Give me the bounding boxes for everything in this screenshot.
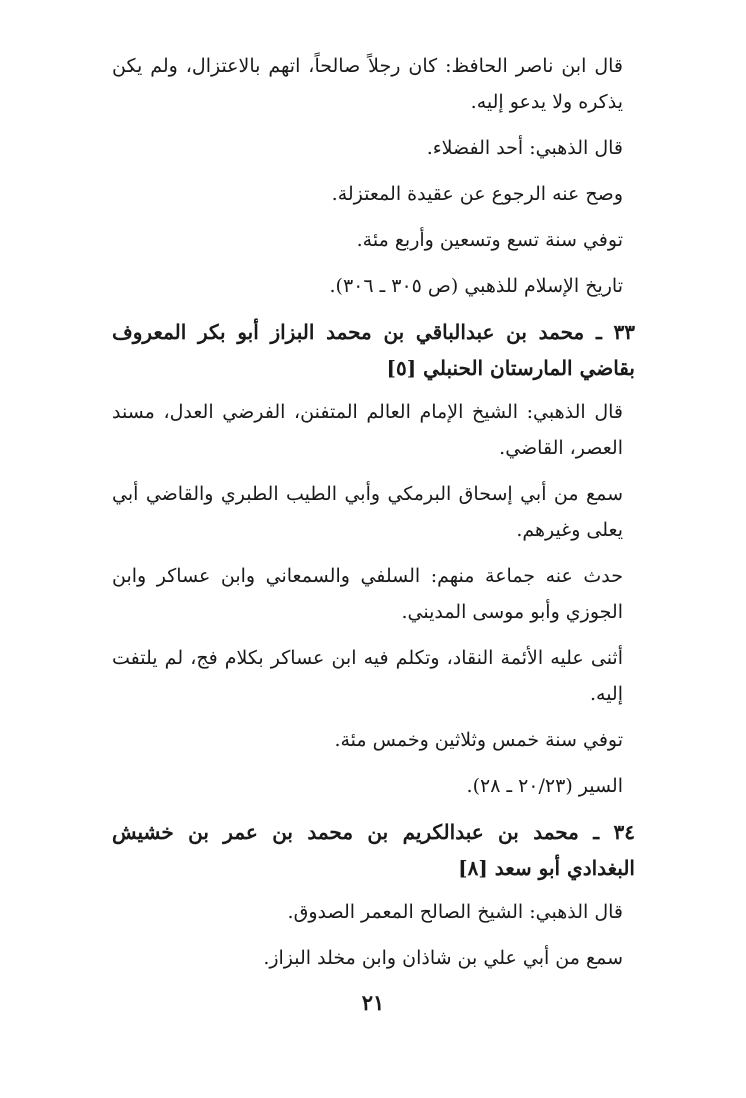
page-number: ٢١: [361, 990, 385, 1015]
entry-34: [112, 814, 635, 976]
paragraph: وصح عنه الرجوع عن عقيدة المعتزلة.: [331, 183, 623, 205]
paragraph: سمع من أبي علي بن شاذان وابن مخلد البزاز.: [263, 947, 623, 969]
paragraph: توفي سنة خمس وثلاثين وخمس مئة.: [334, 729, 623, 751]
paragraph: قال الذهبي: الشيخ الإمام العالم المتفنن، الفرضي العدل، مسند العصر، القاضي.: [112, 401, 623, 459]
entry-heading: ٣٤ ـ محمد بن عبدالكريم بن محمد بن عمر بن خشيش البغدادي أبو سعد [٨]: [112, 820, 635, 880]
paragraph: حدث عنه جماعة منهم: السلفي والسمعاني وابن عساكر وابن الجوزي وأبو موسى المديني.: [112, 565, 623, 623]
paragraph: سمع من أبي إسحاق البرمكي وأبي الطيب الطبري والقاضي أبي يعلى وغيرهم.: [112, 483, 623, 541]
paragraph: قال الذهبي: الشيخ الصالح المعمر الصدوق.: [287, 901, 623, 923]
source-citation: تاريخ الإسلام للذهبي (ص ٣٠٥ ـ ٣٠٦).: [329, 275, 623, 297]
paragraph: توفي سنة تسع وتسعين وأربع مئة.: [356, 229, 623, 251]
paragraph: أثنى عليه الأئمة النقاد، وتكلم فيه ابن عساكر بكلام فج، لم يلتفت إليه.: [112, 647, 623, 705]
paragraph: قال الذهبي: أحد الفضلاء.: [426, 137, 623, 159]
paragraph: قال ابن ناصر الحافظ: كان رجلاً صالحاً، اتهم بالاعتزال، ولم يكن يذكره ولا يدعو إليه.: [112, 55, 623, 113]
entry-previous: [112, 48, 623, 304]
entry-heading: ٣٣ ـ محمد بن عبدالباقي بن محمد البزاز أبو بكر المعروف بقاضي المارستان الحنبلي [٥]: [112, 320, 635, 380]
entry-33: [112, 314, 635, 804]
source-citation: السير (٢٠/٢٣ ـ ٢٨).: [466, 775, 623, 797]
